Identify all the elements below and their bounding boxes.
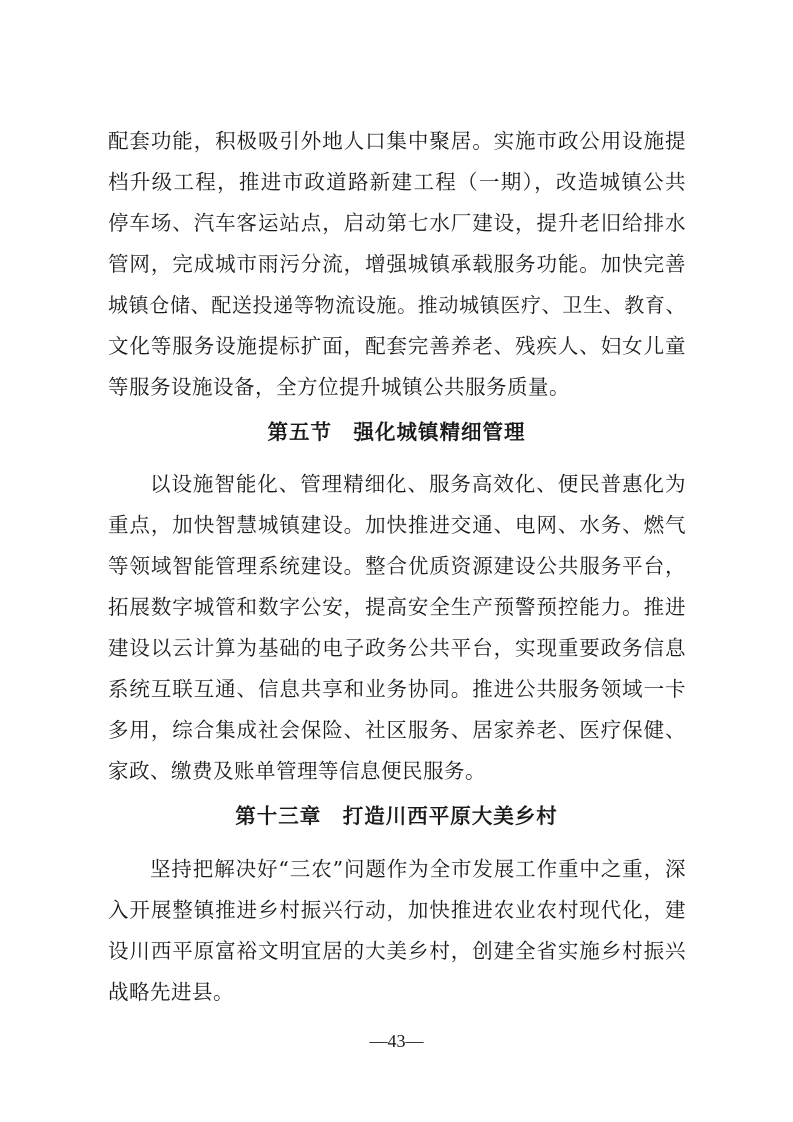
paragraph-line: 坚持把解决好“三农”问题作为全市发展工作重中之重，深: [150, 857, 686, 881]
chapter-heading: 第十三章 打造川西平原大美乡村: [235, 804, 558, 828]
paragraph-line: 家政、缴费及账单管理等信息便民服务。: [108, 759, 486, 783]
paragraph-line: 停车场、汽车客运站点，启动第七水厂建设，提升老旧给排水: [108, 211, 686, 235]
paragraph-line: 设川西平原富裕文明宜居的大美乡村，创建全省实施乡村振兴: [108, 939, 686, 963]
paragraph-line: 建设以云计算为基础的电子政务公共平台，实现重要政务信息: [108, 636, 686, 660]
paragraph-line: 战略先进县。: [108, 980, 234, 1004]
section-heading: 第五节 强化城镇精细管理: [267, 420, 526, 444]
paragraph-line: 管网，完成城市雨污分流，增强城镇承载服务功能。加快完善: [108, 252, 686, 276]
paragraph-line: 系统互联互通、信息共享和业务协同。推进公共服务领域一卡: [108, 677, 686, 701]
paragraph-line: 档升级工程，推进市政道路新建工程（一期），改造城镇公共: [108, 170, 686, 194]
paragraph-line: 等服务设施设备，全方位提升城镇公共服务质量。: [108, 375, 570, 399]
paragraph-line: 多用，综合集成社会保险、社区服务、居家养老、医疗保健、: [108, 718, 686, 742]
paragraph-line: 入开展整镇推进乡村振兴行动，加快推进农业农村现代化，建: [108, 898, 686, 922]
paragraph-line: 重点，加快智慧城镇建设。加快推进交通、电网、水务、燃气: [108, 513, 686, 537]
paragraph-line: 配套功能，积极吸引外地人口集中聚居。实施市政公用设施提: [108, 129, 686, 153]
paragraph-line: 以设施智能化、管理精细化、服务高效化、便民普惠化为: [150, 472, 686, 496]
paragraph-line: 城镇仓储、配送投递等物流设施。推动城镇医疗、卫生、教育、: [108, 293, 686, 317]
page-number: —43—: [369, 1031, 424, 1051]
paragraph-line: 等领域智能管理系统建设。整合优质资源建设公共服务平台，: [108, 554, 686, 578]
paragraph-line: 文化等服务设施提标扩面，配套完善养老、残疾人、妇女儿童: [108, 334, 686, 358]
paragraph-line: 拓展数字城管和数字公安，提高安全生产预警预控能力。推进: [108, 595, 686, 619]
